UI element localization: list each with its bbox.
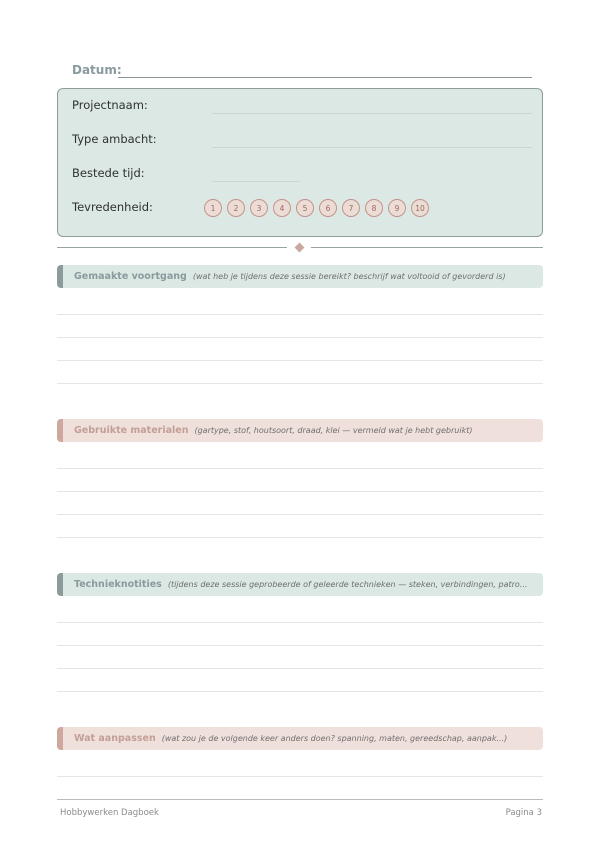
section-techniques: [57, 573, 543, 692]
section-hint: (tijdens deze sessie geprobeerde of geleerde technieken — steken, verbindingen, patro...: [167, 580, 528, 589]
divider-line-right: [311, 247, 543, 248]
section-title: Gemaakte voortgang: [74, 271, 187, 282]
writing-line[interactable]: [57, 623, 543, 646]
rating-circle[interactable]: 9: [388, 199, 406, 217]
writing-line[interactable]: [57, 754, 543, 777]
rating-circle[interactable]: 7: [342, 199, 360, 217]
writing-line[interactable]: [57, 292, 543, 315]
writing-line[interactable]: [57, 600, 543, 623]
rating-circle[interactable]: 4: [273, 199, 291, 217]
date-input-line[interactable]: [118, 77, 532, 78]
writing-line[interactable]: [57, 515, 543, 538]
section-hint: (gartype, stof, houtsoort, draad, klei — vermeld wat je hebt gebruikt): [194, 426, 473, 435]
writing-lines[interactable]: [57, 600, 543, 692]
satisfaction-label: Tevredenheid:: [72, 200, 153, 214]
rating-circle[interactable]: 1: [204, 199, 222, 217]
section-accent-bar: [57, 727, 63, 750]
satisfaction-rating: [204, 199, 429, 217]
date-row: [72, 62, 532, 80]
project-info-box: [57, 88, 543, 237]
craft-type-line[interactable]: [212, 147, 532, 148]
writing-lines[interactable]: [57, 446, 543, 538]
section-progress: [57, 265, 543, 384]
section-header: [57, 419, 543, 442]
rating-circle[interactable]: 10: [411, 199, 429, 217]
page-number: Pagina 3: [505, 808, 542, 818]
section-divider: [57, 242, 543, 254]
footer-divider: [57, 799, 543, 800]
section-accent-bar: [57, 573, 63, 596]
time-spent-label: Bestede tijd:: [72, 166, 145, 180]
writing-line[interactable]: [57, 492, 543, 515]
diamond-ornament-icon: [295, 243, 305, 253]
writing-line[interactable]: [57, 669, 543, 692]
divider-line-left: [57, 247, 287, 248]
writing-line[interactable]: [57, 338, 543, 361]
writing-line[interactable]: [57, 446, 543, 469]
writing-line[interactable]: [57, 315, 543, 338]
writing-line[interactable]: [57, 469, 543, 492]
section-adjustments: [57, 727, 543, 777]
section-header: [57, 727, 543, 750]
section-hint: (wat heb je tijdens deze sessie bereikt? beschrijf wat voltooid of gevorderd is): [192, 272, 506, 281]
section-header: [57, 265, 543, 288]
rating-circle[interactable]: 3: [250, 199, 268, 217]
section-header: [57, 573, 543, 596]
rating-circle[interactable]: 8: [365, 199, 383, 217]
time-spent-line[interactable]: [212, 181, 300, 182]
section-title: Wat aanpassen: [74, 733, 156, 744]
craft-type-label: Type ambacht:: [72, 132, 157, 146]
rating-circle[interactable]: 5: [296, 199, 314, 217]
project-name-label: Projectnaam:: [72, 98, 148, 112]
section-title: Gebruikte materialen: [74, 425, 189, 436]
section-accent-bar: [57, 265, 63, 288]
section-accent-bar: [57, 419, 63, 442]
section-title: Technieknotities: [74, 579, 162, 590]
date-label: Datum:: [72, 63, 122, 77]
section-materials: [57, 419, 543, 538]
rating-circle[interactable]: 2: [227, 199, 245, 217]
section-hint: (wat zou je de volgende keer anders doen? spanning, maten, gereedschap, aanpak...): [161, 734, 508, 743]
footer-title: Hobbywerken Dagboek: [60, 808, 159, 818]
writing-lines[interactable]: [57, 292, 543, 384]
writing-line[interactable]: [57, 361, 543, 384]
writing-line[interactable]: [57, 646, 543, 669]
rating-circle[interactable]: 6: [319, 199, 337, 217]
project-name-line[interactable]: [212, 113, 532, 114]
writing-lines[interactable]: [57, 754, 543, 777]
